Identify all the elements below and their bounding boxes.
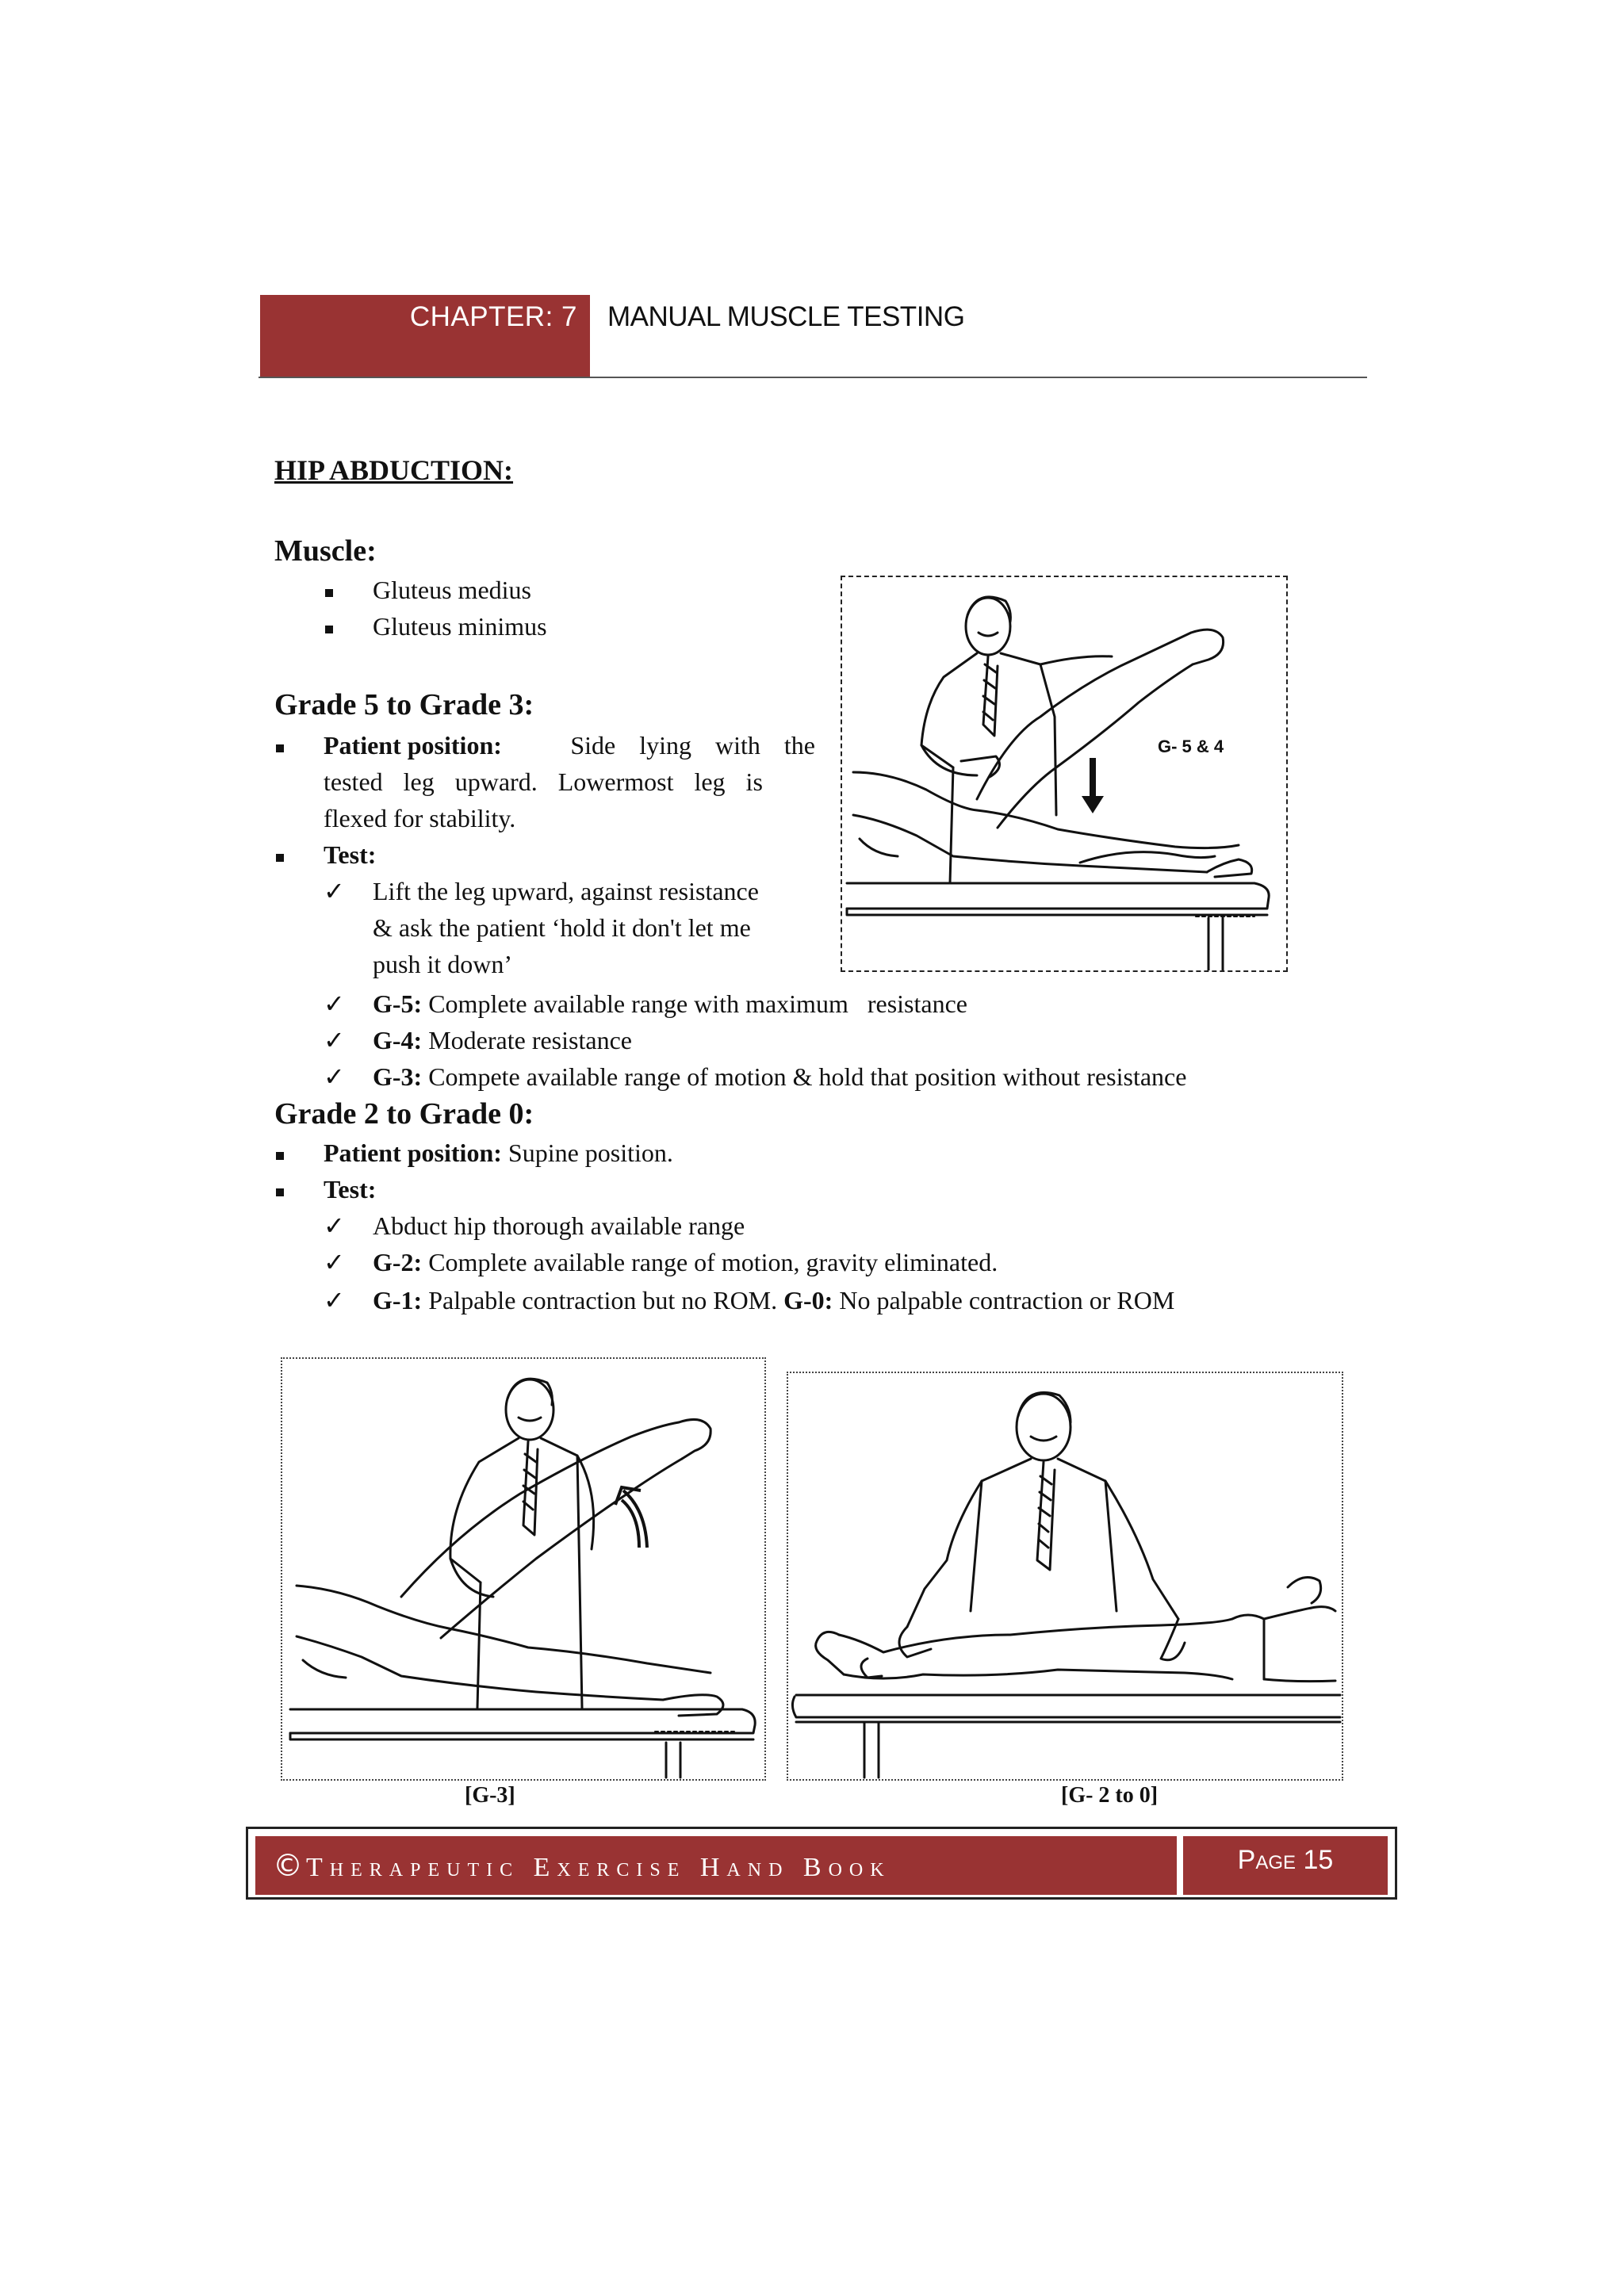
g1-text: Palpable contraction but no ROM. [428,1286,778,1314]
supine-line [324,1137,673,1169]
g2-label: G-2: [373,1248,423,1276]
checkmark-icon: ✓ [324,1062,345,1092]
g4-line [373,1024,632,1056]
g5-line [373,988,967,1020]
patient-position-label: Patient position: [324,731,502,760]
g1-label: G-1: [373,1286,423,1314]
checkmark-icon: ✓ [324,1285,345,1315]
section-title: HIP ABDUCTION: [274,454,514,486]
g5-text: Complete available range with maximum resistance [428,989,967,1018]
square-bullet-icon [325,587,333,601]
checkmark-icon: ✓ [324,1025,345,1055]
test-label: Test: [324,840,377,869]
checkmark-icon: ✓ [324,1247,345,1277]
square-bullet-icon [276,742,284,756]
footer-book-title [273,1836,891,1895]
grade-5-3-heading: Grade 5 to Grade 3: [274,688,534,721]
patient-position-line [324,729,815,761]
muscle-heading: Muscle: [274,534,377,568]
patient-position-text: tested leg upward. Lowermost leg is [324,767,763,796]
square-bullet-icon [276,1150,284,1164]
lift-text: Lift the leg upward, against resistance [373,877,759,905]
g1-g0-line [373,1284,1174,1316]
figure-g5-4 [841,576,1288,972]
g2-text: Complete available range of motion, gravity eliminated. [428,1248,998,1276]
g2-line [373,1246,998,1278]
figure-g2-0 [787,1372,1343,1781]
g0-text: No palpable contraction or ROM [839,1286,1175,1314]
chapter-title: MANUAL MUSCLE TESTING [607,301,965,332]
muscle-item: Gluteus minimus [373,612,547,641]
g5-label: G-5: [373,989,423,1018]
square-bullet-icon [276,1186,284,1200]
figure-g3-caption: [G-3] [465,1783,515,1808]
figure-g3-illustration [282,1359,764,1779]
square-bullet-icon [276,851,284,866]
chapter-label: CHAPTER: 7 [409,301,577,332]
figure-g2-0-caption: [G- 2 to 0] [1061,1783,1159,1808]
patient-position-text: Supine position. [508,1138,673,1167]
test-label: Test: [324,1175,377,1203]
arrow-down-icon [1082,758,1104,813]
copyright-icon: © [273,1848,306,1883]
g3-line [373,1061,1186,1093]
patient-position-text: Side lying with the [570,731,815,760]
figure-g2-0-illustration [788,1373,1342,1779]
grade-2-0-heading: Grade 2 to Grade 0: [274,1097,534,1131]
g4-label: G-4: [373,1026,423,1054]
checkmark-icon: ✓ [324,989,345,1019]
footer-book-name: Therapeutic Exercise Hand Book [306,1853,891,1882]
g3-label: G-3: [373,1062,423,1091]
g3-text: Compete available range of motion & hold that position without resistance [428,1062,1187,1091]
g0-label: G-0: [783,1286,833,1314]
abduct-text: Abduct hip thorough available range [373,1211,745,1240]
figure-g3 [281,1357,766,1781]
lift-text: push it down’ [373,950,512,978]
figure-g5-4-label: G- 5 & 4 [1158,737,1224,756]
arrow-up-curved-icon [615,1487,647,1548]
lift-text: & ask the patient ‘hold it don't let me [373,913,751,942]
checkmark-icon: ✓ [324,876,345,906]
square-bullet-icon [325,623,333,637]
patient-position-text: flexed for stability. [324,804,516,832]
muscle-item: Gluteus medius [373,576,531,604]
patient-position-label: Patient position: [324,1138,502,1167]
g4-text: Moderate resistance [428,1026,632,1054]
page-number: Page 15 [1237,1845,1334,1875]
header-rule [259,377,1367,378]
checkmark-icon: ✓ [324,1211,345,1241]
figure-g5-4-illustration [842,577,1286,970]
